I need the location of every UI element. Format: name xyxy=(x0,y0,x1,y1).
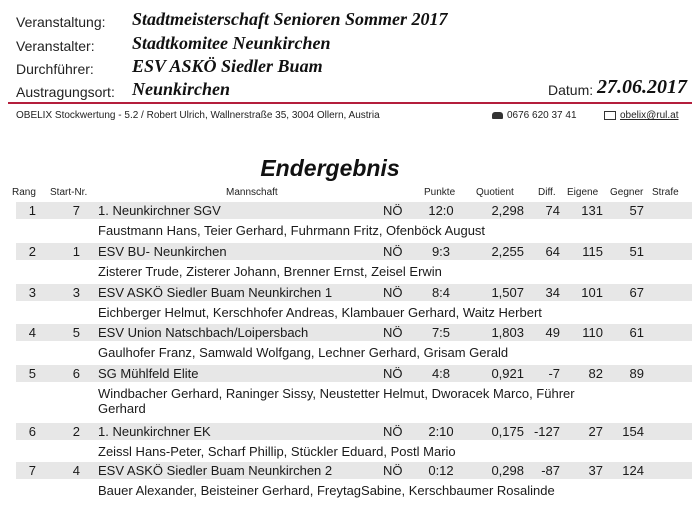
col-quotient: Quotient xyxy=(476,187,514,198)
cell-start: 2 xyxy=(72,424,80,439)
cell-opp: 89 xyxy=(629,366,644,381)
cell-own: 37 xyxy=(588,463,603,478)
cell-diff: 34 xyxy=(545,285,560,300)
cell-opp: 124 xyxy=(622,463,644,478)
cell-region: NÖ xyxy=(383,366,403,381)
cell-opp: 154 xyxy=(622,424,644,439)
cell-quotient: 0,175 xyxy=(491,424,524,439)
team-members: Faustmann Hans, Teier Gerhard, Fuhrmann Fritz, Ofenböck August xyxy=(98,223,486,238)
cell-quotient: 0,921 xyxy=(491,366,524,381)
event-label: Veranstaltung: xyxy=(16,14,106,30)
cell-points: 2:10 xyxy=(428,424,454,439)
page-title: Endergebnis xyxy=(260,155,400,181)
cell-opp: 51 xyxy=(629,244,644,259)
cell-start: 4 xyxy=(72,463,80,478)
cell-team: ESV BU- Neunkirchen xyxy=(98,244,227,259)
cell-rank: 3 xyxy=(28,285,36,300)
cell-quotient: 1,803 xyxy=(491,325,524,340)
cell-opp: 57 xyxy=(629,203,644,218)
cell-opp: 61 xyxy=(629,325,644,340)
cell-diff: 74 xyxy=(545,203,560,218)
team-members: Windbacher Gerhard, Raninger Sissy, Neustetter Helmut, Dworacek Marco, Führer Gerhard xyxy=(98,386,575,416)
phone-icon xyxy=(492,112,503,119)
col-opp: Gegner xyxy=(610,187,644,198)
cell-own: 27 xyxy=(588,424,603,439)
cell-start: 3 xyxy=(72,285,80,300)
cell-start: 5 xyxy=(72,325,80,340)
col-points: Punkte xyxy=(424,187,456,198)
cell-points: 4:8 xyxy=(431,366,451,381)
cell-own: 131 xyxy=(581,203,603,218)
date-label: Datum: xyxy=(548,82,594,98)
team-members: Zeissl Hans-Peter, Scharf Phillip, Stückler Eduard, Postl Mario xyxy=(98,444,456,459)
cell-rank: 6 xyxy=(28,424,36,439)
cell-region: NÖ xyxy=(383,203,403,218)
cell-team: ESV ASKÖ Siedler Buam Neunkirchen 2 xyxy=(98,463,333,478)
col-rank: Rang xyxy=(12,187,36,198)
team-members: Bauer Alexander, Beisteiner Gerhard, FreytagSabine, Kerschbaumer Rosalinde xyxy=(98,483,555,498)
mail-icon xyxy=(604,111,616,120)
cell-quotient: 0,298 xyxy=(491,463,524,478)
cell-points: 9:3 xyxy=(431,244,451,259)
cell-own: 82 xyxy=(588,366,603,381)
cell-diff: 64 xyxy=(545,244,560,259)
cell-region: NÖ xyxy=(383,244,403,259)
col-penalty: Strafe xyxy=(652,187,679,198)
cell-team: 1. Neunkirchner EK xyxy=(98,424,211,439)
cell-rank: 2 xyxy=(28,244,36,259)
organizer-value: Stadtkomitee Neunkirchen xyxy=(132,33,331,53)
cell-diff: 49 xyxy=(545,325,560,340)
cell-rank: 7 xyxy=(28,463,36,478)
header-divider xyxy=(8,102,692,104)
cell-team: SG Mühlfeld Elite xyxy=(98,366,199,381)
phone-contact xyxy=(492,110,577,121)
cell-points: 0:12 xyxy=(428,463,454,478)
cell-points: 7:5 xyxy=(431,325,451,340)
cell-region: NÖ xyxy=(383,463,403,478)
col-team: Mannschaft xyxy=(226,187,278,198)
email-link[interactable]: obelix@rul.at xyxy=(620,110,679,121)
cell-quotient: 2,255 xyxy=(491,244,524,259)
cell-diff: -7 xyxy=(548,366,560,381)
cell-region: NÖ xyxy=(383,285,403,300)
cell-start: 6 xyxy=(72,366,80,381)
software-credit: OBELIX Stockwertung - 5.2 / Robert Ulrich, Wallnerstraße 35, 3004 Ollern, Austria xyxy=(16,110,380,121)
event-value: Stadtmeisterschaft Senioren Sommer 2017 xyxy=(132,9,448,29)
phone-number: 0676 620 37 41 xyxy=(507,110,577,121)
cell-start: 7 xyxy=(72,203,80,218)
team-members: Eichberger Helmut, Kerschhofer Andreas, Klambauer Gerhard, Waitz Herbert xyxy=(98,305,542,320)
cell-team: 1. Neunkirchner SGV xyxy=(98,203,221,218)
cell-start: 1 xyxy=(72,244,80,259)
cell-points: 12:0 xyxy=(428,203,454,218)
cell-quotient: 1,507 xyxy=(491,285,524,300)
cell-own: 115 xyxy=(582,244,603,259)
cell-region: NÖ xyxy=(383,424,403,439)
col-own: Eigene xyxy=(567,187,599,198)
date-value: 27.06.2017 xyxy=(597,76,687,98)
host-value: ESV ASKÖ Siedler Buam xyxy=(132,56,323,76)
host-label: Durchführer: xyxy=(16,61,94,77)
cell-points: 8:4 xyxy=(431,285,451,300)
cell-rank: 1 xyxy=(28,203,36,218)
col-diff: Diff. xyxy=(538,187,556,198)
cell-diff: -87 xyxy=(541,463,560,478)
cell-region: NÖ xyxy=(383,325,403,340)
cell-own: 110 xyxy=(582,325,603,340)
venue-value: Neunkirchen xyxy=(132,79,231,99)
cell-rank: 5 xyxy=(28,366,36,381)
cell-rank: 4 xyxy=(28,325,36,340)
col-start: Start-Nr. xyxy=(50,187,88,198)
cell-opp: 67 xyxy=(629,285,644,300)
team-members: Gaulhofer Franz, Samwald Wolfgang, Lechner Gerhard, Grisam Gerald xyxy=(98,345,509,360)
team-members: Zisterer Trude, Zisterer Johann, Brenner Ernst, Zeisel Erwin xyxy=(98,264,442,279)
cell-quotient: 2,298 xyxy=(491,203,524,218)
organizer-label: Veranstalter: xyxy=(16,38,95,54)
cell-diff: -127 xyxy=(533,424,560,439)
cell-team: ESV ASKÖ Siedler Buam Neunkirchen 1 xyxy=(98,285,333,300)
cell-team: ESV Union Natschbach/Loipersbach xyxy=(98,325,309,340)
cell-own: 101 xyxy=(581,285,603,300)
email-contact[interactable] xyxy=(604,110,679,121)
venue-label: Austragungsort: xyxy=(16,84,115,100)
